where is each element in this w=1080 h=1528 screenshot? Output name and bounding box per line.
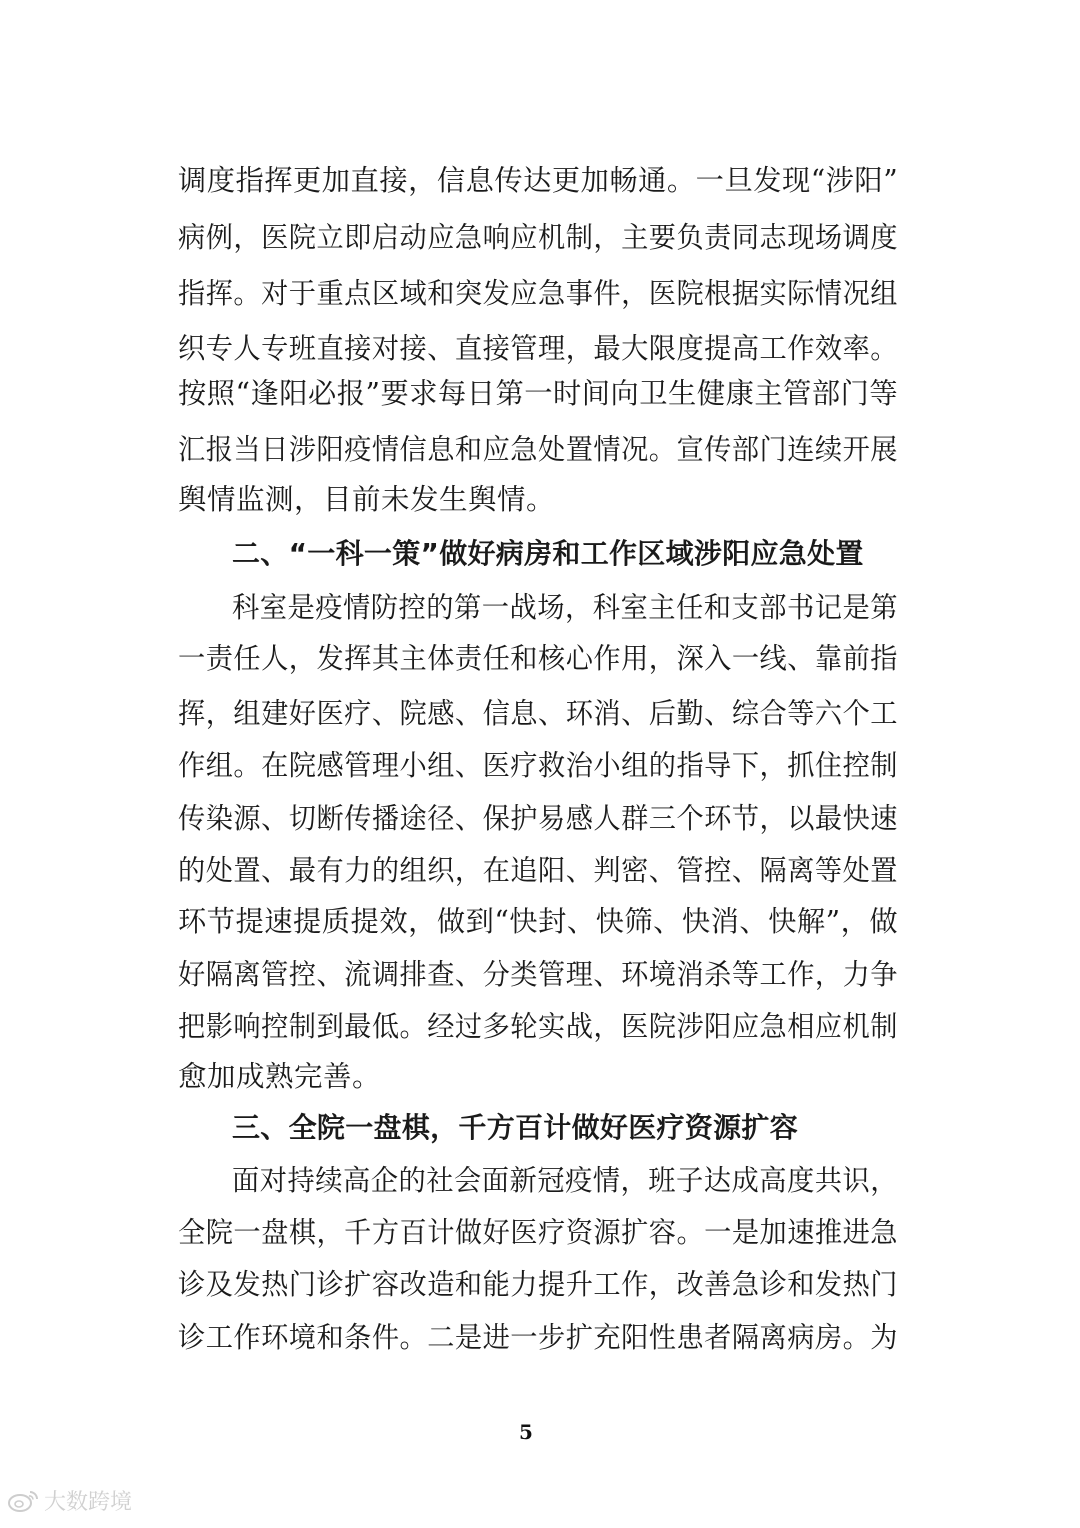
body-line: 织专人专班直接对接、直接管理，最大限度提高工作效率。 bbox=[178, 332, 899, 365]
body-line: 挥，组建好医疗、院感、信息、环消、后勤、综合等六个工 bbox=[178, 697, 899, 730]
body-line: 愈加成熟完善。 bbox=[178, 1060, 382, 1093]
watermark-text: 大数跨境 bbox=[44, 1490, 133, 1515]
body-line: 环节提速提质提效，做到“快封、快筛、快消、快解”，做 bbox=[178, 905, 899, 938]
body-line: 诊工作环境和条件。二是进一步扩充阳性患者隔离病房。为 bbox=[178, 1321, 899, 1354]
watermark bbox=[6, 1485, 132, 1516]
body-line: 诊及发热门诊扩容改造和能力提升工作，改善急诊和发热门 bbox=[178, 1268, 899, 1301]
body-line: 一责任人，发挥其主体责任和核心作用，深入一线、靠前指 bbox=[178, 642, 899, 675]
body-line: 舆情监测，目前未发生舆情。 bbox=[178, 483, 556, 516]
body-line: 好隔离管控、流调排查、分类管理、环境消杀等工作，力争 bbox=[178, 958, 899, 991]
body-line: 全院一盘棋，千方百计做好医疗资源扩容。一是加速推进急 bbox=[178, 1216, 899, 1249]
body-line: 调度指挥更加直接，信息传达更加畅通。一旦发现“涉阳” bbox=[178, 164, 899, 197]
body-line: 面对持续高企的社会面新冠疫情，班子达成高度共识， bbox=[232, 1164, 899, 1197]
body-line: 作组。在院感管理小组、医疗救治小组的指导下，抓住控制 bbox=[178, 749, 899, 782]
weibo-logo-icon bbox=[6, 1488, 40, 1514]
body-line: 把影响控制到最低。经过多轮实战，医院涉阳应急相应机制 bbox=[178, 1010, 899, 1043]
body-line: 按照“逢阳必报”要求每日第一时间向卫生健康主管部门等 bbox=[178, 377, 899, 410]
page-number: 5 bbox=[519, 1420, 533, 1444]
body-line: 病例，医院立即启动应急响应机制，主要负责同志现场调度 bbox=[178, 221, 899, 254]
section-heading-3: 三、全院一盘棋，千方百计做好医疗资源扩容 bbox=[232, 1111, 799, 1144]
body-line: 指挥。对于重点区域和突发应急事件，医院根据实际情况组 bbox=[178, 277, 899, 310]
body-line: 传染源、切断传播途径、保护易感人群三个环节，以最快速 bbox=[178, 802, 899, 835]
body-line: 的处置、最有力的组织，在追阳、判密、管控、隔离等处置 bbox=[178, 854, 899, 887]
body-line: 汇报当日涉阳疫情信息和应急处置情况。宣传部门连续开展 bbox=[178, 433, 899, 466]
body-line: 科室是疫情防控的第一战场，科室主任和支部书记是第 bbox=[232, 591, 899, 624]
section-heading-2: 二、“一科一策”做好病房和工作区域涉阳应急处置 bbox=[232, 537, 864, 570]
